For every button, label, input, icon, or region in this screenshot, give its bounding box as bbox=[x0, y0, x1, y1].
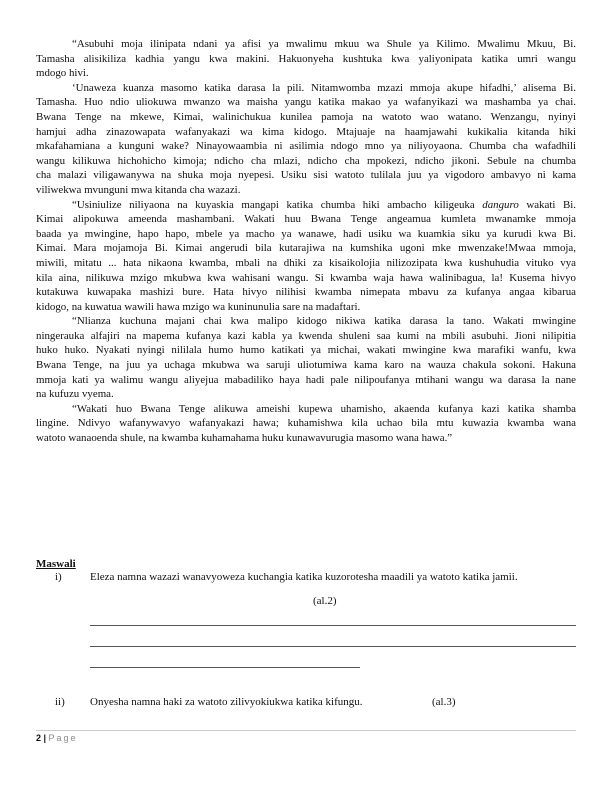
footer-separator: | bbox=[41, 733, 49, 743]
paragraph-line: “Nlianza kuchuna majani chai kwa malipo kidogo nikiwa katika darasa la tano. Wakati mwingine bbox=[72, 315, 576, 328]
paragraph-line: cha malazi viligawanywa na shuka moja nyepesi. Usiku sisi watoto tulilala juu ya vigodoro ambavyo ni kama bbox=[36, 169, 576, 182]
paragraph-line: kila aina, nilikuwa mzigo mkubwa kwa wahisani wangu. Si kwamba waja hawa walinibagua, la! Kusema hivyo bbox=[36, 271, 576, 284]
story-passage bbox=[36, 37, 576, 446]
paragraph-line: “Wakati huo Bwana Tenge alikuwa ameishi kupewa uhamisho, akaenda kufanya kazi katika shamba bbox=[72, 402, 576, 415]
question-1-number: i) bbox=[55, 571, 62, 583]
paragraph-line: kutakuwa kuwapaka mashizi bure. Hata hivyo nilihisi kwamba nimepata mbavu za kufanya angaa kibarua bbox=[36, 286, 576, 299]
paragraph-line: Kimai alipokuwa ameenda mashambani. Wakati huu Bwana Tenge angeamua kumleta mwanamke mmoja bbox=[36, 213, 576, 226]
page-footer bbox=[36, 733, 78, 743]
paragraph-line: Bwana Tenge na mkewe, Kimai, walinichukua kunilea pamoja na watoto wao watano. Wenzangu, nyinyi bbox=[36, 110, 576, 123]
question-1-marks: (al.2) bbox=[313, 595, 337, 607]
paragraph-line: ‘Unaweza kuanza masomo katika darasa la pili. Nitamwomba mzazi mmoja akupe hifadhi,’ alisema Bi. bbox=[72, 81, 576, 94]
paragraph-line: kidogo, na kuwatua wawili hawa mzigo wa kuninunulia sare na madaftari. bbox=[36, 300, 361, 313]
paragraph-line: ningerauka alfajiri na mapema kufanya kazi kabla ya kwenda shuleni saa kumi na mbili asubuhi. Jioni nilipitia bbox=[36, 329, 576, 342]
paragraph-line: mmoja kati ya walimu wangu aliyejua mabadiliko haya hadi pale nilipoufanya mtihani wangu wa darasa la nane bbox=[36, 373, 576, 386]
italic-word: danguro bbox=[482, 198, 519, 211]
paragraph-line: watoto wanaoenda shule, na kwamba kuhamahama huku kunawavurugia masomo wana hawa.” bbox=[36, 432, 453, 445]
paragraph-line: “Usiniulize niliyaona na kuyaskia mangapi katika chumba hiki ambacho kiligeuka danguro wakati Bi. bbox=[72, 198, 576, 211]
answer-line[interactable] bbox=[90, 646, 576, 647]
paragraph-line: wangu kilikuwa hichohicho kimoja; ndicho cha mlazi, ndicho cha mpokezi, ndicho jikoni. Sebule na chumba bbox=[36, 154, 576, 167]
paragraph-line: Bwana Tenge, na juu ya uchaga mkubwa wa saruji uliotumiwa kama karo na wauza chakula sokoni. Hakuna bbox=[36, 359, 576, 372]
footer-divider bbox=[36, 730, 576, 731]
paragraph-line: baada ya mwingine, hapo hapo, mbele ya macho ya wanawe, hadi usiku wa kuamkia siku ya kurudi kwa Bi. bbox=[36, 227, 576, 240]
paragraph-line: mdogo hivi. bbox=[36, 67, 89, 80]
answer-line[interactable] bbox=[90, 667, 360, 668]
paragraph-line: na kufuzu vyema. bbox=[36, 388, 114, 401]
paragraph-line: hamjui adha zinazowapata wafanyakazi wa kima kidogo. Mtajuaje na haamjawahi kukikalia kitanda hiki bbox=[36, 125, 576, 138]
paragraph-line: “Asubuhi moja ilinipata ndani ya afisi ya mwalimu mkuu wa Shule ya Kilimo. Mwalimu Mkuu, Bi. bbox=[72, 38, 576, 50]
paragraph-line: miwili, mitatu ... hata nikaona kwamba, mbali na dhiki za kisaikolojia nilizozipata kwa kushuhudia vituko vya bbox=[36, 256, 576, 269]
paragraph-line: huko huko. Nyakati nyingi nililala humo humo katikati ya michai, wakati mwingine kwa marafiki wanfu, kwa bbox=[36, 344, 576, 357]
paragraph-line: Tamasha. Huo ndio uliokuwa mwanzo wa maisha yangu katika makao ya wafanyikazi wa mashamba ya chai. bbox=[36, 96, 576, 109]
question-2-number: ii) bbox=[55, 696, 65, 708]
paragraph-line: mkafahamiana a kunguni wake? Ninayowaambia ni asilimia ndogo mno ya niliyoyaona. Chumba cha wafadhili bbox=[36, 140, 576, 153]
answer-line[interactable] bbox=[90, 625, 576, 626]
page-label: Page bbox=[48, 733, 78, 743]
paragraph-line: viliwekwa mvunguni mwa kitanda cha wazazi. bbox=[36, 183, 241, 196]
paragraph-line: Kimai. Mara mojamoja Bi. Kimai angerudi bila kutarajiwa na kumshika ugoni mke mwenzake!Mwaa mmoja, bbox=[36, 242, 576, 255]
question-2-text: Onyesha namna haki za watoto zilivyokiukwa katika kifungu. bbox=[90, 696, 363, 708]
paragraph-line: Tamasha alisikiliza kadhia yangu kwa makini. Hakuonyeha kushtuka kwa yaliyonipata katika umri wangu bbox=[36, 52, 576, 65]
page-number: 2 bbox=[36, 733, 42, 743]
paragraph-line: lingine. Ndivyo wafanywavyo wafanyakazi hawa; kuhamishwa kila uchao bila mtu kuwazia kwamba wana bbox=[36, 417, 576, 430]
question-1-text: Eleza namna wazazi wanavyoweza kuchangia katika kuzorotesha maadili ya watoto katika jamii. bbox=[90, 571, 518, 583]
questions-heading: Maswali bbox=[36, 558, 76, 570]
question-2-marks: (al.3) bbox=[432, 696, 456, 708]
